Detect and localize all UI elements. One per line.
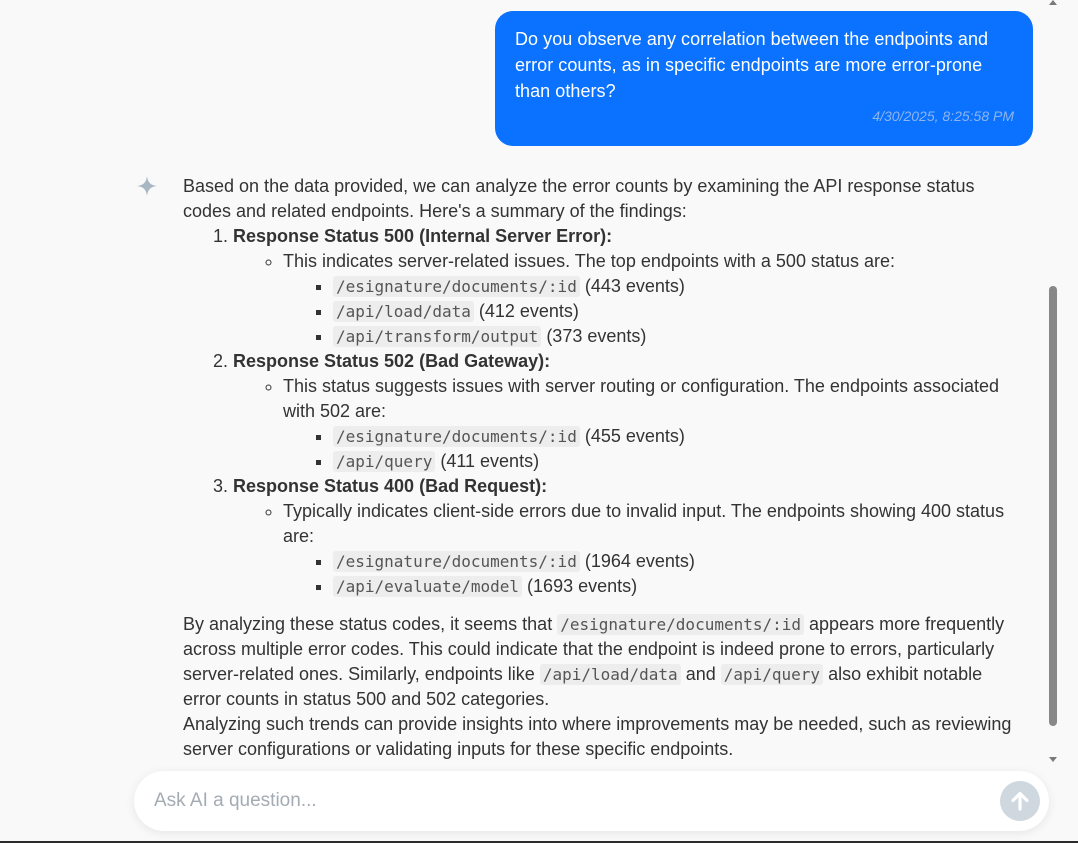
user-message-text: Do you observe any correlation between the endpoints and error counts, as in specific endpoints are more error-prone than others? (515, 29, 989, 101)
endpoint-count: (1964 events) (584, 551, 695, 571)
status-detail-list (233, 499, 1023, 599)
endpoint-item (333, 574, 1023, 599)
endpoint-item (333, 299, 1023, 324)
endpoint-count: (1693 events) (527, 576, 638, 596)
message-timestamp: 4/30/2025, 8:25:58 PM (872, 108, 1014, 124)
endpoint-count: (443 events) (584, 276, 685, 296)
status-item-500 (233, 224, 1023, 349)
inline-code: /api/query (721, 664, 823, 685)
endpoint-path: /esignature/documents/:id (333, 426, 580, 447)
status-description (283, 374, 1023, 474)
status-item-502 (233, 349, 1023, 474)
endpoint-count: (455 events) (584, 426, 685, 446)
endpoint-item (333, 424, 1023, 449)
status-detail-list (233, 374, 1023, 474)
chat-input-container (134, 771, 1049, 831)
user-message-bubble (495, 11, 1033, 146)
endpoint-item (333, 449, 1023, 474)
endpoint-path: /api/evaluate/model (333, 576, 522, 597)
summary-text: and (680, 664, 721, 684)
endpoint-path: /api/transform/output (333, 326, 541, 347)
status-detail-list (233, 249, 1023, 349)
status-description-text: This status suggests issues with server routing or configuration. The endpoints associated with 502 are: (283, 376, 1000, 421)
status-description (283, 249, 1023, 349)
endpoint-count: (411 events) (440, 451, 540, 471)
endpoint-list (283, 549, 1023, 599)
scroll-up-arrow-icon[interactable] (1049, 0, 1057, 5)
endpoint-path: /esignature/documents/:id (333, 276, 580, 297)
summary-text: appears more frequently across multiple error codes. This could indicate that the endpoint is indeed prone to errors, particularly server-related ones. Similarly, endpoints like (183, 614, 1005, 684)
status-title: Response Status 400 (Bad Request): (233, 476, 548, 496)
endpoint-path: /api/load/data (333, 301, 474, 322)
endpoint-item (333, 274, 1023, 299)
endpoint-list (283, 274, 1023, 349)
status-description (283, 499, 1023, 599)
status-item-400 (233, 474, 1023, 599)
status-list (183, 224, 1023, 599)
ask-ai-input[interactable] (154, 771, 994, 831)
ai-closing: Analyzing such trends can provide insights into where improvements may be needed, such as reviewing server configurations or validating inputs for these specific endpoints. (183, 714, 1012, 759)
inline-code: /api/load/data (540, 664, 681, 685)
status-title: Response Status 502 (Bad Gateway): (233, 351, 551, 371)
scroll-down-arrow-icon[interactable] (1049, 757, 1057, 762)
summary-text: also exhibit notable error counts in status 500 and 502 categories. (183, 664, 983, 709)
vertical-scrollbar[interactable] (1046, 0, 1060, 770)
scrollbar-thumb[interactable] (1049, 286, 1057, 726)
status-description-text: Typically indicates client-side errors due to invalid input. The endpoints showing 400 status are: (283, 501, 1005, 546)
sparkle-icon (137, 176, 157, 196)
send-button[interactable] (1000, 781, 1040, 821)
endpoint-path: /esignature/documents/:id (333, 551, 580, 572)
summary-text: By analyzing these status codes, it seems that (183, 614, 558, 634)
ai-message-body (183, 174, 1023, 762)
endpoint-path: /api/query (333, 451, 435, 472)
endpoint-item (333, 324, 1023, 349)
arrow-up-icon (1009, 790, 1031, 812)
endpoint-count: (412 events) (478, 301, 579, 321)
endpoint-count: (373 events) (546, 326, 647, 346)
ai-intro: Based on the data provided, we can analyze the error counts by examining the API response status codes and related endpoints. Here's a summary of the findings: (183, 176, 975, 221)
endpoint-list (283, 424, 1023, 474)
endpoint-item (333, 549, 1023, 574)
status-description-text: This indicates server-related issues. The top endpoints with a 500 status are: (283, 251, 895, 271)
status-title: Response Status 500 (Internal Server Error): (233, 226, 613, 246)
ai-summary (183, 612, 1023, 712)
inline-code: /esignature/documents/:id (557, 614, 804, 635)
